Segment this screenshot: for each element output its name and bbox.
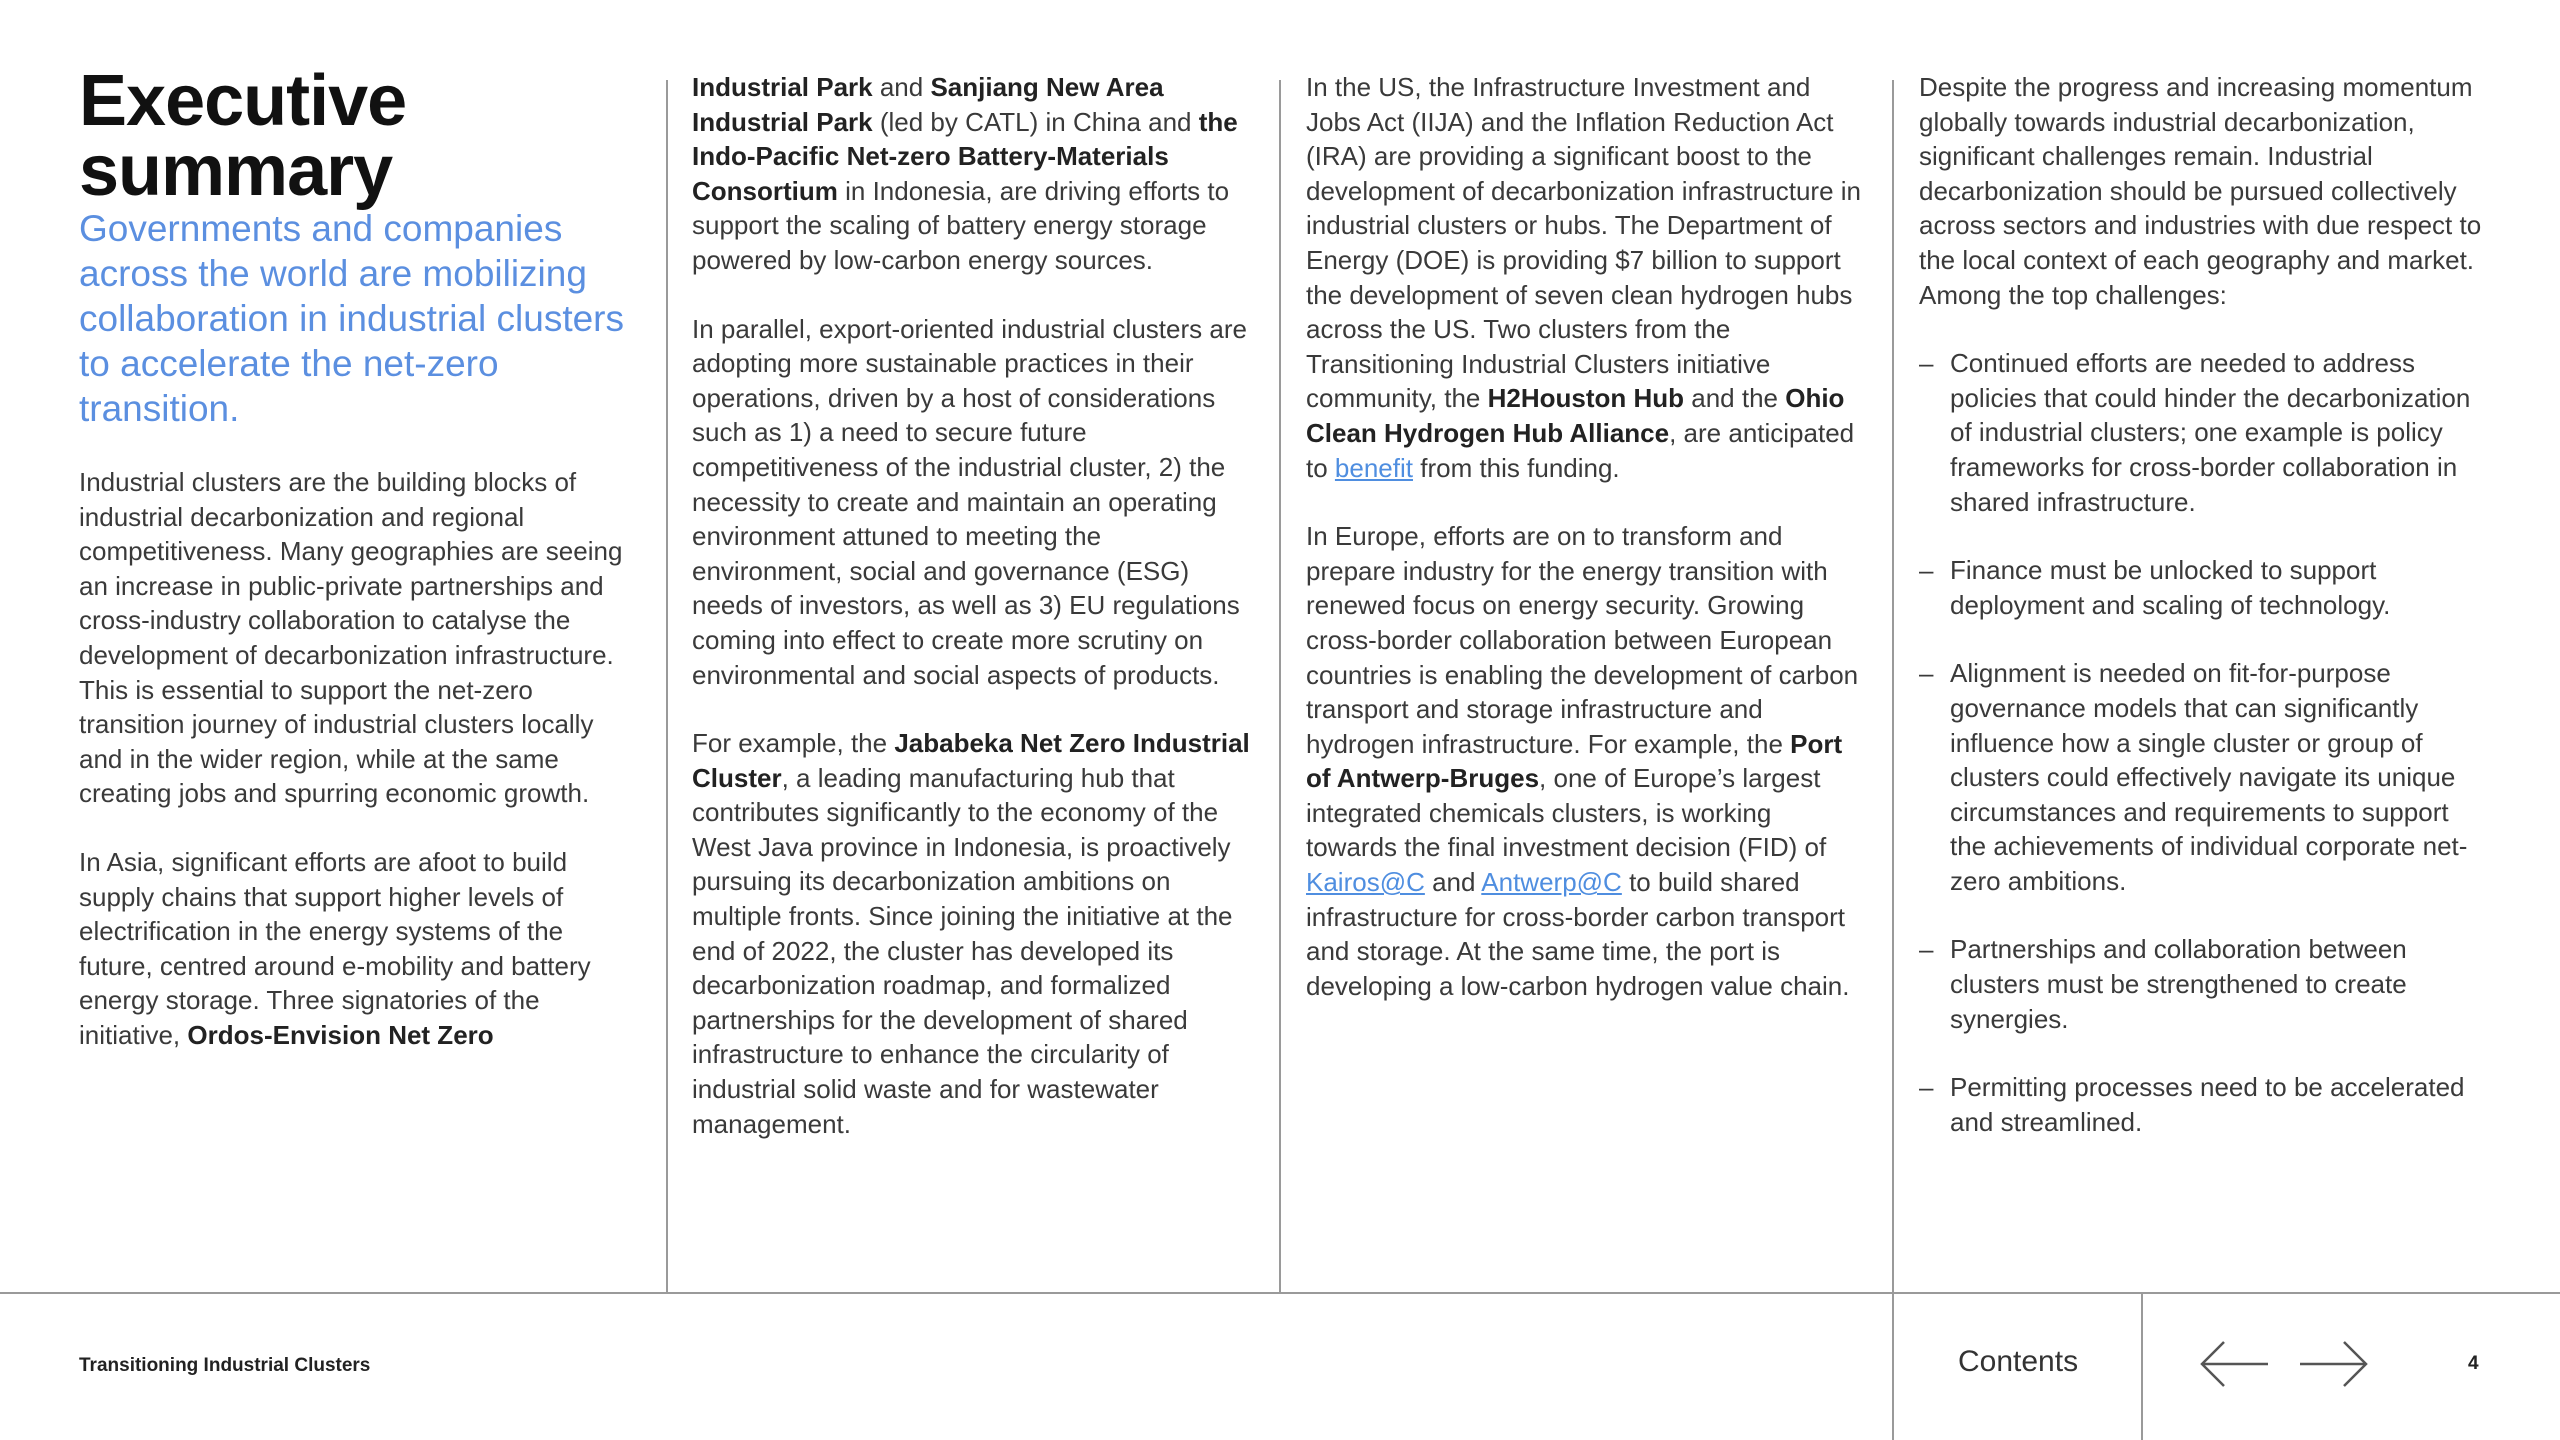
column-2 — [692, 70, 1252, 1175]
text-span: and the — [1684, 383, 1786, 414]
indo-pacific-consortium-name: the Indo-Pacific Net-zero Battery-Materials Consortium — [692, 106, 1238, 206]
intro-paragraph: Industrial clusters are the building blocks of industrial decarbonization and regional competitiveness. Many geographies are seeing an increase in public-private partnerships and cross-industry collaboration to catalyse the development of decarbonization infrastructure. This is essential to support the net-zero transition journey of industrial clusters locally and in the wider region, while at the same creating jobs and spurring economic growth. — [79, 467, 623, 809]
kairos-link[interactable]: Kairos@C — [1306, 867, 1425, 898]
column-divider — [666, 80, 668, 1293]
column-divider — [1892, 80, 1894, 1293]
challenge-text: Permitting processes need to be accelerated and streamlined. — [1950, 1072, 2465, 1137]
sanjiang-park-name: Sanjiang New Area Industrial Park — [692, 72, 1164, 137]
challenge-text: Continued efforts are needed to address policies that could hinder the decarbonization of industrial clusters; one example is policy frameworks for cross-border collaboration in shared infrastructure. — [1950, 348, 2471, 517]
text-span: , are anticipated to — [1306, 417, 1855, 483]
us-paragraph — [1306, 70, 1866, 485]
text-span: in Indonesia, are driving efforts to support the scaling of battery energy storage powered by low-carbon energy sources. — [692, 175, 1230, 275]
contents-link[interactable]: Contents — [1958, 1345, 2079, 1378]
page-number: 4 — [2468, 1353, 2479, 1374]
list-item — [1919, 553, 2489, 622]
asia-text: In Asia, significant efforts are afoot to build supply chains that support higher levels of electrification in the energy systems of the future, centred around e-mobility and battery energy storage. Three signatories of the initiative, — [79, 846, 591, 1050]
text-span: For example, the — [692, 728, 895, 759]
benefit-link[interactable]: benefit — [1334, 452, 1413, 483]
footer-divider — [2141, 1293, 2143, 1440]
antwerp-c-link[interactable]: Antwerp@C — [1481, 867, 1622, 898]
text-span: (led by CATL) in China and — [872, 106, 1199, 137]
europe-paragraph — [1306, 519, 1866, 1003]
text-span: , one of Europe’s largest integrated chemicals clusters, is working towards the final investment decision (FID) of — [1306, 763, 1827, 863]
text-span: , a leading manufacturing hub that contributes significantly to the economy of the West Java province in Indonesia, is proactively pursuing its decarbonization ambitions on multiple fronts. Since joining the initiative at the end of 2022, the cluster has developed its decarbonization roadmap, and formalized partnerships for the development of shared infrastructure to enhance the circularity of industrial solid waste and for wastewater management. — [692, 762, 1233, 1139]
jababeka-cluster-name: Jababeka Net Zero Industrial Cluster — [692, 728, 1250, 793]
list-item — [1919, 932, 2489, 1036]
ordos-envision-name: Ordos-Envision Net Zero — [187, 1019, 494, 1050]
dash-marker: – — [1919, 934, 1934, 965]
text-span: In the US, the Infrastructure Investment and Jobs Act (IIJA) and the Inflation Reduction Act (IRA) are providing a significant boost to the development of decarbonization infrastructure in industrial clusters or hubs. The Department of Energy (DOE) is providing $7 billion to support the development of seven clean hydrogen hubs across the US. Two clusters from the Transitioning Industrial Clusters initiative community, the — [1306, 72, 1861, 414]
dash-marker: – — [1919, 1072, 1934, 1103]
industrial-park-name: Industrial Park — [692, 72, 873, 102]
jababeka-paragraph — [692, 726, 1252, 1141]
column-divider — [1279, 80, 1281, 1293]
footer-rule — [0, 1292, 2560, 1294]
challenge-text: Partnerships and collaboration between clusters must be strengthened to create synergies. — [1950, 934, 2407, 1034]
challenges-intro: Despite the progress and increasing momentum globally towards industrial decarbonization, significant challenges remain. Industrial decarbonization should be pursued collectively across sectors and industries with due respect to the local context of each geography and market. Among the top challenges: — [1919, 72, 2482, 310]
list-item — [1919, 1070, 2489, 1139]
text-span: to build shared infrastructure for cross-border carbon transport and storage. At the same time, the port is developing a low-carbon hydrogen value chain. — [1306, 867, 1850, 1001]
footer-divider — [1892, 1293, 1894, 1440]
asia-paragraph — [79, 845, 639, 1053]
list-item — [1919, 346, 2489, 519]
text-span: and — [872, 72, 931, 102]
column-3 — [1306, 70, 1866, 1037]
text-span: and — [1424, 867, 1482, 898]
column-1 — [79, 61, 639, 1087]
dash-marker: – — [1919, 658, 1934, 689]
page-title: Executive summary — [79, 61, 407, 211]
text-span: In Europe, efforts are on to transform and prepare industry for the energy transition with renewed focus on energy security. Growing cross-border collaboration between European countries is enabling the development of carbon transport and storage infrastructure and hydrogen infrastructure. For example, the — [1306, 521, 1859, 759]
challenge-text: Finance must be unlocked to support deployment and scaling of technology. — [1950, 555, 2391, 620]
ohio-hydrogen-hub-name: Ohio Clean Hydrogen Hub Alliance — [1306, 383, 1845, 448]
export-clusters-paragraph: In parallel, export-oriented industrial clusters are adopting more sustainable practices in their operations, driven by a host of considerations such as 1) a need to secure future competitiveness of the industrial cluster, 2) the necessity to create and maintain an operating environment attuned to meeting the environment, social and governance (ESG) needs of investors, as well as 3) EU regulations coming into effect to create more scrutiny on environmental and social aspects of products. — [692, 313, 1247, 690]
arrow-left-icon[interactable] — [2198, 1336, 2270, 1392]
dash-marker: – — [1919, 555, 1934, 586]
dash-marker: – — [1919, 348, 1934, 379]
asia-continued-paragraph — [692, 70, 1252, 278]
list-item — [1919, 656, 2489, 898]
h2houston-hub-name: H2Houston Hub — [1487, 383, 1685, 414]
text-span: from this funding. — [1413, 452, 1620, 483]
challenge-text: Alignment is needed on fit-for-purpose governance models that can significantly influence how a single cluster or group of clusters could effectively navigate its unique circumstances and requirements to support the achievements of individual corporate net-zero ambitions. — [1950, 658, 2468, 896]
port-antwerp-bruges-name: Port of Antwerp-Bruges — [1306, 728, 1843, 794]
challenges-list — [1919, 346, 2489, 1139]
arrow-right-icon[interactable] — [2298, 1336, 2370, 1392]
column-4 — [1919, 70, 2489, 1173]
publication-title: Transitioning Industrial Clusters — [79, 1355, 371, 1376]
lead-statement: Governments and companies across the world are mobilizing collaboration in industrial clusters to accelerate the net-zero transition. — [79, 208, 624, 429]
